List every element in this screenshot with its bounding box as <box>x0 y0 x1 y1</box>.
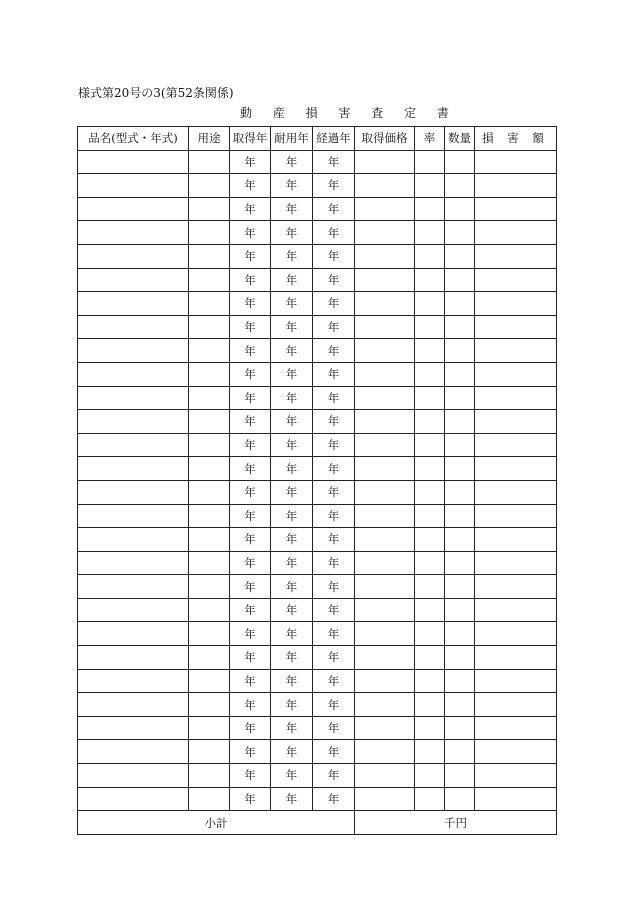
useful-life-cell[interactable]: 年 <box>271 622 313 646</box>
acquired-year-cell[interactable]: 年 <box>230 268 271 292</box>
table-row <box>78 787 557 811</box>
useful-life-cell[interactable]: 年 <box>271 575 313 599</box>
table-row <box>78 315 557 339</box>
useful-life-cell[interactable]: 年 <box>271 410 313 434</box>
rate-cell[interactable] <box>415 457 445 481</box>
table-row <box>78 528 557 552</box>
acquired-year-cell[interactable]: 年 <box>230 669 271 693</box>
elapsed-years-cell[interactable]: 年 <box>313 646 355 670</box>
elapsed-years-cell[interactable]: 年 <box>313 386 355 410</box>
damage-amount-cell[interactable] <box>475 740 557 764</box>
item-name-cell[interactable] <box>78 740 189 764</box>
item-name-cell[interactable] <box>78 716 189 740</box>
rate-cell[interactable] <box>415 410 445 434</box>
damage-assessment-table <box>77 126 557 835</box>
rate-cell[interactable] <box>415 480 445 504</box>
acquired-year-cell[interactable]: 年 <box>230 598 271 622</box>
rate-cell[interactable] <box>415 174 445 198</box>
acquisition-price-cell[interactable] <box>355 787 415 811</box>
elapsed-years-cell[interactable]: 年 <box>313 174 355 198</box>
use-cell[interactable] <box>189 268 230 292</box>
header-use: 用途 <box>189 127 230 151</box>
quantity-cell[interactable] <box>445 622 475 646</box>
acquisition-price-cell[interactable] <box>355 410 415 434</box>
quantity-cell[interactable] <box>445 669 475 693</box>
damage-amount-cell[interactable] <box>475 787 557 811</box>
rate-cell[interactable] <box>415 622 445 646</box>
acquisition-price-cell[interactable] <box>355 457 415 481</box>
acquired-year-cell[interactable]: 年 <box>230 221 271 245</box>
acquisition-price-cell[interactable] <box>355 646 415 670</box>
item-name-cell[interactable] <box>78 174 189 198</box>
acquired-year-cell[interactable]: 年 <box>230 433 271 457</box>
acquisition-price-cell[interactable] <box>355 174 415 198</box>
item-name-cell[interactable] <box>78 150 189 174</box>
acquisition-price-cell[interactable] <box>355 716 415 740</box>
quantity-cell[interactable] <box>445 433 475 457</box>
useful-life-cell[interactable]: 年 <box>271 244 313 268</box>
item-name-cell[interactable] <box>78 339 189 363</box>
acquisition-price-cell[interactable] <box>355 386 415 410</box>
damage-amount-cell[interactable] <box>475 174 557 198</box>
useful-life-cell[interactable]: 年 <box>271 174 313 198</box>
quantity-cell[interactable] <box>445 598 475 622</box>
use-cell[interactable] <box>189 197 230 221</box>
item-name-cell[interactable] <box>78 244 189 268</box>
quantity-cell[interactable] <box>445 150 475 174</box>
form-number: 様式第20号の3(第52条関係) <box>78 86 234 100</box>
elapsed-years-cell[interactable]: 年 <box>313 740 355 764</box>
useful-life-cell[interactable]: 年 <box>271 386 313 410</box>
quantity-cell[interactable] <box>445 457 475 481</box>
elapsed-years-cell[interactable]: 年 <box>313 339 355 363</box>
use-cell[interactable] <box>189 244 230 268</box>
quantity-cell[interactable] <box>445 174 475 198</box>
rate-cell[interactable] <box>415 693 445 717</box>
useful-life-cell[interactable]: 年 <box>271 787 313 811</box>
use-cell[interactable] <box>189 433 230 457</box>
item-name-cell[interactable] <box>78 315 189 339</box>
damage-amount-cell[interactable] <box>475 457 557 481</box>
useful-life-cell[interactable]: 年 <box>271 598 313 622</box>
rate-cell[interactable] <box>415 292 445 316</box>
acquisition-price-cell[interactable] <box>355 315 415 339</box>
damage-amount-cell[interactable] <box>475 339 557 363</box>
header-rate: 率 <box>415 127 445 151</box>
quantity-cell[interactable] <box>445 197 475 221</box>
rate-cell[interactable] <box>415 551 445 575</box>
acquisition-price-cell[interactable] <box>355 480 415 504</box>
use-cell[interactable] <box>189 575 230 599</box>
elapsed-years-cell[interactable]: 年 <box>313 669 355 693</box>
item-name-cell[interactable] <box>78 386 189 410</box>
use-cell[interactable] <box>189 764 230 788</box>
item-name-cell[interactable] <box>78 480 189 504</box>
rate-cell[interactable] <box>415 528 445 552</box>
use-cell[interactable] <box>189 551 230 575</box>
item-name-cell[interactable] <box>78 787 189 811</box>
acquired-year-cell[interactable]: 年 <box>230 197 271 221</box>
use-cell[interactable] <box>189 174 230 198</box>
acquisition-price-cell[interactable] <box>355 244 415 268</box>
use-cell[interactable] <box>189 740 230 764</box>
table-row <box>78 575 557 599</box>
elapsed-years-cell[interactable]: 年 <box>313 575 355 599</box>
item-name-cell[interactable] <box>78 410 189 434</box>
acquired-year-cell[interactable]: 年 <box>230 528 271 552</box>
damage-amount-cell[interactable] <box>475 504 557 528</box>
rate-cell[interactable] <box>415 315 445 339</box>
table-row <box>78 693 557 717</box>
useful-life-cell[interactable]: 年 <box>271 646 313 670</box>
header-elapsed-years: 経過年 <box>313 127 355 151</box>
use-cell[interactable] <box>189 150 230 174</box>
elapsed-years-cell[interactable]: 年 <box>313 551 355 575</box>
acquired-year-cell[interactable]: 年 <box>230 244 271 268</box>
damage-amount-cell[interactable] <box>475 197 557 221</box>
item-name-cell[interactable] <box>78 622 189 646</box>
quantity-cell[interactable] <box>445 410 475 434</box>
table-row <box>78 339 557 363</box>
elapsed-years-cell[interactable]: 年 <box>313 787 355 811</box>
quantity-cell[interactable] <box>445 315 475 339</box>
use-cell[interactable] <box>189 716 230 740</box>
table-row <box>78 362 557 386</box>
acquired-year-cell[interactable]: 年 <box>230 740 271 764</box>
useful-life-cell[interactable]: 年 <box>271 669 313 693</box>
rate-cell[interactable] <box>415 787 445 811</box>
quantity-cell[interactable] <box>445 268 475 292</box>
elapsed-years-cell[interactable]: 年 <box>313 504 355 528</box>
useful-life-cell[interactable]: 年 <box>271 480 313 504</box>
useful-life-cell[interactable]: 年 <box>271 362 313 386</box>
acquisition-price-cell[interactable] <box>355 598 415 622</box>
item-name-cell[interactable] <box>78 528 189 552</box>
quantity-cell[interactable] <box>445 221 475 245</box>
useful-life-cell[interactable]: 年 <box>271 268 313 292</box>
rate-cell[interactable] <box>415 339 445 363</box>
elapsed-years-cell[interactable]: 年 <box>313 433 355 457</box>
acquisition-price-cell[interactable] <box>355 504 415 528</box>
damage-amount-cell[interactable] <box>475 480 557 504</box>
elapsed-years-cell[interactable]: 年 <box>313 622 355 646</box>
use-cell[interactable] <box>189 292 230 316</box>
useful-life-cell[interactable]: 年 <box>271 716 313 740</box>
quantity-cell[interactable] <box>445 787 475 811</box>
acquired-year-cell[interactable]: 年 <box>230 716 271 740</box>
elapsed-years-cell[interactable]: 年 <box>313 480 355 504</box>
elapsed-years-cell[interactable]: 年 <box>313 315 355 339</box>
rate-cell[interactable] <box>415 150 445 174</box>
subtotal-label: 小計 <box>78 811 355 835</box>
item-name-cell[interactable] <box>78 221 189 245</box>
acquisition-price-cell[interactable] <box>355 339 415 363</box>
header-useful-life: 耐用年 <box>271 127 313 151</box>
table-row <box>78 598 557 622</box>
quantity-cell[interactable] <box>445 740 475 764</box>
quantity-cell[interactable] <box>445 386 475 410</box>
acquisition-price-cell[interactable] <box>355 740 415 764</box>
use-cell[interactable] <box>189 669 230 693</box>
subtotal-row <box>78 811 557 835</box>
useful-life-cell[interactable]: 年 <box>271 551 313 575</box>
elapsed-years-cell[interactable]: 年 <box>313 528 355 552</box>
acquired-year-cell[interactable]: 年 <box>230 622 271 646</box>
acquisition-price-cell[interactable] <box>355 433 415 457</box>
rate-cell[interactable] <box>415 221 445 245</box>
useful-life-cell[interactable]: 年 <box>271 433 313 457</box>
elapsed-years-cell[interactable]: 年 <box>313 764 355 788</box>
useful-life-cell[interactable]: 年 <box>271 740 313 764</box>
item-name-cell[interactable] <box>78 693 189 717</box>
elapsed-years-cell[interactable]: 年 <box>313 457 355 481</box>
table-row <box>78 740 557 764</box>
table-row <box>78 410 557 434</box>
elapsed-years-cell[interactable]: 年 <box>313 693 355 717</box>
acquired-year-cell[interactable]: 年 <box>230 315 271 339</box>
use-cell[interactable] <box>189 693 230 717</box>
use-cell[interactable] <box>189 457 230 481</box>
elapsed-years-cell[interactable]: 年 <box>313 197 355 221</box>
item-name-cell[interactable] <box>78 764 189 788</box>
header-item-name: 品名(型式・年式) <box>78 127 189 151</box>
item-name-cell[interactable] <box>78 551 189 575</box>
quantity-cell[interactable] <box>445 693 475 717</box>
quantity-cell[interactable] <box>445 244 475 268</box>
acquired-year-cell[interactable]: 年 <box>230 174 271 198</box>
table-row <box>78 551 557 575</box>
damage-amount-cell[interactable] <box>475 693 557 717</box>
damage-amount-cell[interactable] <box>475 150 557 174</box>
quantity-cell[interactable] <box>445 646 475 670</box>
table-row <box>78 457 557 481</box>
table-row <box>78 622 557 646</box>
elapsed-years-cell[interactable]: 年 <box>313 244 355 268</box>
table-row <box>78 716 557 740</box>
useful-life-cell[interactable]: 年 <box>271 504 313 528</box>
subtotal-value-cell[interactable]: 千円 <box>355 811 557 835</box>
use-cell[interactable] <box>189 528 230 552</box>
table-row <box>78 244 557 268</box>
quantity-cell[interactable] <box>445 362 475 386</box>
acquired-year-cell[interactable]: 年 <box>230 150 271 174</box>
item-name-cell[interactable] <box>78 598 189 622</box>
useful-life-cell[interactable]: 年 <box>271 197 313 221</box>
damage-amount-cell[interactable] <box>475 410 557 434</box>
elapsed-years-cell[interactable]: 年 <box>313 410 355 434</box>
damage-amount-cell[interactable] <box>475 362 557 386</box>
elapsed-years-cell[interactable]: 年 <box>313 362 355 386</box>
acquired-year-cell[interactable]: 年 <box>230 386 271 410</box>
damage-amount-cell[interactable] <box>475 716 557 740</box>
quantity-cell[interactable] <box>445 551 475 575</box>
acquired-year-cell[interactable]: 年 <box>230 504 271 528</box>
use-cell[interactable] <box>189 480 230 504</box>
table-row <box>78 150 557 174</box>
rate-cell[interactable] <box>415 504 445 528</box>
acquired-year-cell[interactable]: 年 <box>230 339 271 363</box>
use-cell[interactable] <box>189 504 230 528</box>
rate-cell[interactable] <box>415 716 445 740</box>
rate-cell[interactable] <box>415 197 445 221</box>
elapsed-years-cell[interactable]: 年 <box>313 292 355 316</box>
use-cell[interactable] <box>189 410 230 434</box>
damage-amount-cell[interactable] <box>475 433 557 457</box>
damage-amount-cell[interactable] <box>475 764 557 788</box>
useful-life-cell[interactable]: 年 <box>271 315 313 339</box>
rate-cell[interactable] <box>415 362 445 386</box>
damage-amount-cell[interactable] <box>475 646 557 670</box>
quantity-cell[interactable] <box>445 528 475 552</box>
acquisition-price-cell[interactable] <box>355 362 415 386</box>
quantity-cell[interactable] <box>445 575 475 599</box>
table-row <box>78 504 557 528</box>
quantity-cell[interactable] <box>445 504 475 528</box>
acquired-year-cell[interactable]: 年 <box>230 693 271 717</box>
acquired-year-cell[interactable]: 年 <box>230 575 271 599</box>
header-quantity: 数量 <box>445 127 475 151</box>
acquisition-price-cell[interactable] <box>355 622 415 646</box>
table-row <box>78 268 557 292</box>
quantity-cell[interactable] <box>445 716 475 740</box>
item-name-cell[interactable] <box>78 433 189 457</box>
acquired-year-cell[interactable]: 年 <box>230 551 271 575</box>
acquisition-price-cell[interactable] <box>355 551 415 575</box>
useful-life-cell[interactable]: 年 <box>271 221 313 245</box>
item-name-cell[interactable] <box>78 292 189 316</box>
elapsed-years-cell[interactable]: 年 <box>313 598 355 622</box>
header-acquired-year: 取得年 <box>230 127 271 151</box>
table-row <box>78 221 557 245</box>
useful-life-cell[interactable]: 年 <box>271 764 313 788</box>
useful-life-cell[interactable]: 年 <box>271 693 313 717</box>
header-row <box>78 127 557 151</box>
table-row <box>78 386 557 410</box>
damage-amount-cell[interactable] <box>475 575 557 599</box>
rate-cell[interactable] <box>415 669 445 693</box>
table-row <box>78 433 557 457</box>
quantity-cell[interactable] <box>445 292 475 316</box>
use-cell[interactable] <box>189 622 230 646</box>
form-title: 動 産 損 害 査 定 書 <box>240 106 458 120</box>
acquisition-price-cell[interactable] <box>355 575 415 599</box>
item-name-cell[interactable] <box>78 669 189 693</box>
damage-amount-cell[interactable] <box>475 315 557 339</box>
item-name-cell[interactable] <box>78 268 189 292</box>
item-name-cell[interactable] <box>78 197 189 221</box>
useful-life-cell[interactable]: 年 <box>271 339 313 363</box>
acquisition-price-cell[interactable] <box>355 528 415 552</box>
useful-life-cell[interactable]: 年 <box>271 150 313 174</box>
quantity-cell[interactable] <box>445 764 475 788</box>
table-row <box>78 292 557 316</box>
acquisition-price-cell[interactable] <box>355 150 415 174</box>
useful-life-cell[interactable]: 年 <box>271 528 313 552</box>
table-row <box>78 174 557 198</box>
damage-amount-cell[interactable] <box>475 244 557 268</box>
damage-amount-cell[interactable] <box>475 221 557 245</box>
acquisition-price-cell[interactable] <box>355 221 415 245</box>
damage-amount-cell[interactable] <box>475 386 557 410</box>
acquired-year-cell[interactable]: 年 <box>230 410 271 434</box>
damage-amount-cell[interactable] <box>475 622 557 646</box>
use-cell[interactable] <box>189 598 230 622</box>
acquired-year-cell[interactable]: 年 <box>230 362 271 386</box>
rate-cell[interactable] <box>415 386 445 410</box>
acquisition-price-cell[interactable] <box>355 292 415 316</box>
elapsed-years-cell[interactable]: 年 <box>313 150 355 174</box>
quantity-cell[interactable] <box>445 480 475 504</box>
acquired-year-cell[interactable]: 年 <box>230 646 271 670</box>
acquisition-price-cell[interactable] <box>355 669 415 693</box>
table-row <box>78 646 557 670</box>
damage-amount-cell[interactable] <box>475 268 557 292</box>
use-cell[interactable] <box>189 787 230 811</box>
rate-cell[interactable] <box>415 433 445 457</box>
damage-amount-cell[interactable] <box>475 551 557 575</box>
damage-amount-cell[interactable] <box>475 598 557 622</box>
use-cell[interactable] <box>189 646 230 670</box>
elapsed-years-cell[interactable]: 年 <box>313 716 355 740</box>
use-cell[interactable] <box>189 386 230 410</box>
item-name-cell[interactable] <box>78 457 189 481</box>
damage-amount-cell[interactable] <box>475 292 557 316</box>
acquisition-price-cell[interactable] <box>355 764 415 788</box>
table-row <box>78 480 557 504</box>
rate-cell[interactable] <box>415 598 445 622</box>
quantity-cell[interactable] <box>445 339 475 363</box>
useful-life-cell[interactable]: 年 <box>271 292 313 316</box>
use-cell[interactable] <box>189 315 230 339</box>
item-name-cell[interactable] <box>78 504 189 528</box>
damage-amount-cell[interactable] <box>475 669 557 693</box>
rate-cell[interactable] <box>415 740 445 764</box>
acquisition-price-cell[interactable] <box>355 268 415 292</box>
table-row <box>78 197 557 221</box>
elapsed-years-cell[interactable]: 年 <box>313 221 355 245</box>
rate-cell[interactable] <box>415 646 445 670</box>
acquired-year-cell[interactable]: 年 <box>230 457 271 481</box>
table-row <box>78 764 557 788</box>
use-cell[interactable] <box>189 339 230 363</box>
acquisition-price-cell[interactable] <box>355 693 415 717</box>
use-cell[interactable] <box>189 221 230 245</box>
acquired-year-cell[interactable]: 年 <box>230 480 271 504</box>
acquired-year-cell[interactable]: 年 <box>230 787 271 811</box>
acquisition-price-cell[interactable] <box>355 197 415 221</box>
header-acquisition-price: 取得価格 <box>355 127 415 151</box>
item-name-cell[interactable] <box>78 646 189 670</box>
elapsed-years-cell[interactable]: 年 <box>313 268 355 292</box>
acquired-year-cell[interactable]: 年 <box>230 764 271 788</box>
item-name-cell[interactable] <box>78 575 189 599</box>
item-name-cell[interactable] <box>78 362 189 386</box>
rate-cell[interactable] <box>415 575 445 599</box>
table-row <box>78 669 557 693</box>
header-damage-amount: 損 害 額 <box>475 127 557 151</box>
rate-cell[interactable] <box>415 268 445 292</box>
acquired-year-cell[interactable]: 年 <box>230 292 271 316</box>
damage-amount-cell[interactable] <box>475 528 557 552</box>
rate-cell[interactable] <box>415 764 445 788</box>
rate-cell[interactable] <box>415 244 445 268</box>
use-cell[interactable] <box>189 362 230 386</box>
useful-life-cell[interactable]: 年 <box>271 457 313 481</box>
